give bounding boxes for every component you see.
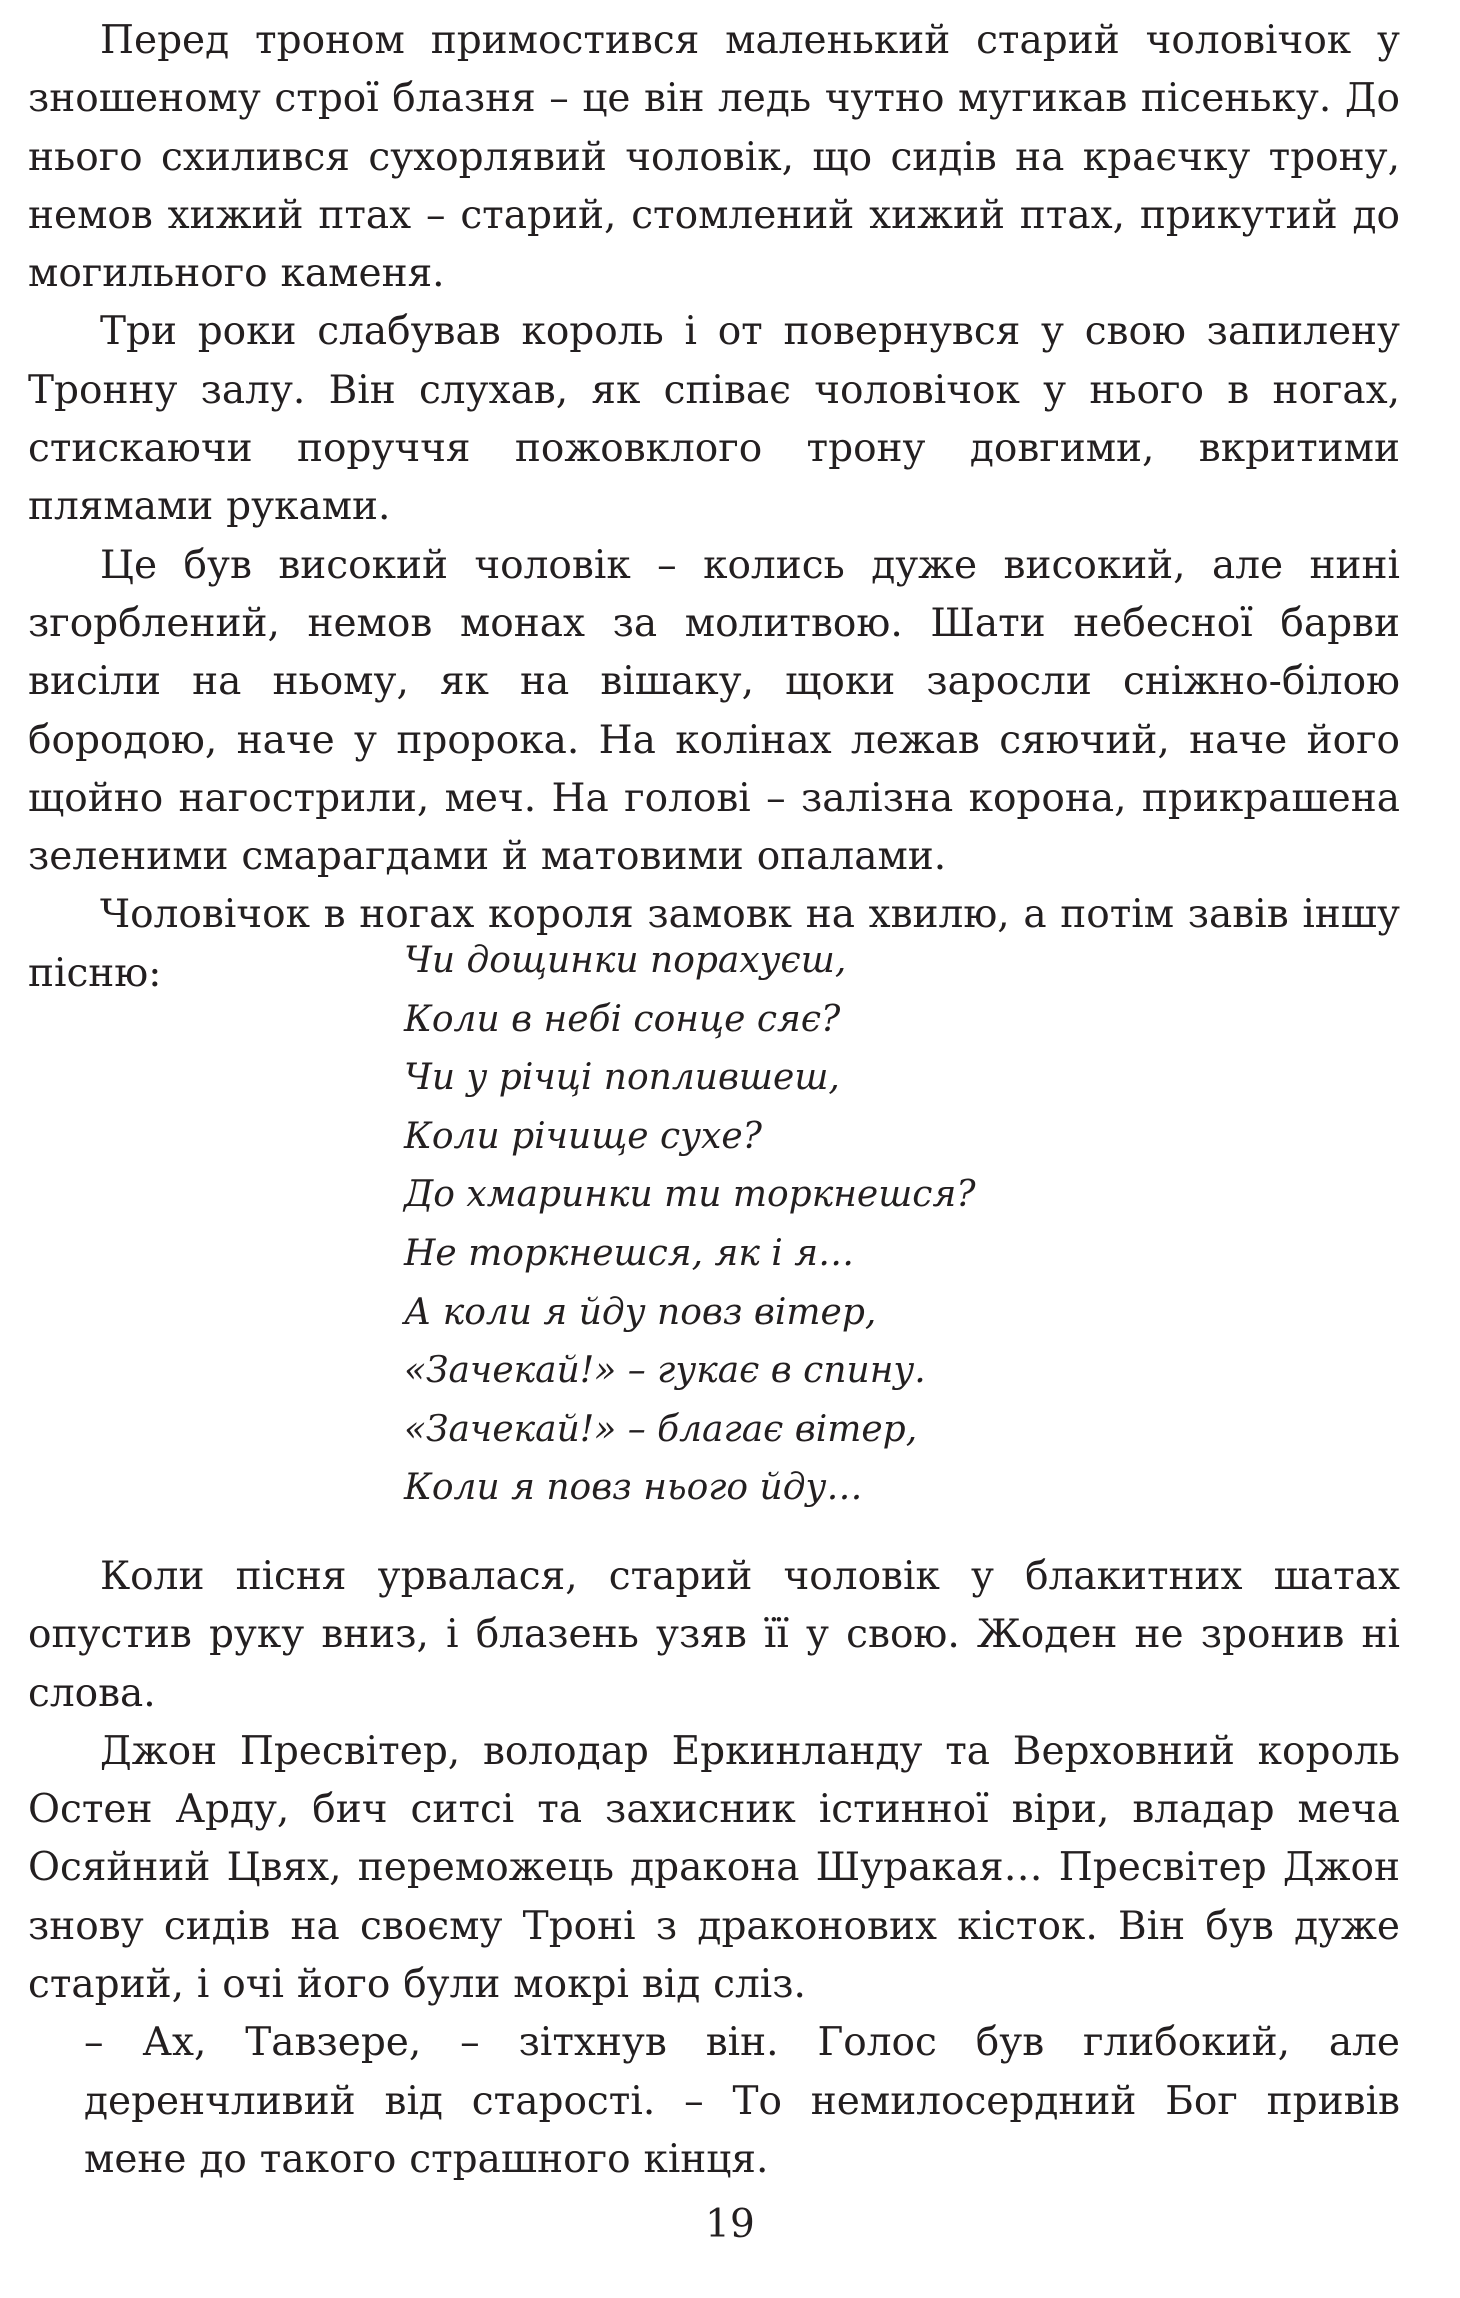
verse-line: «Зачекай!» – благає вітер, — [404, 1408, 918, 1450]
verse-line: «Зачекай!» – гукає в спину. — [404, 1350, 926, 1392]
verse-line: Коли річище сухе? — [404, 1115, 762, 1157]
verse-line: Чи у річці поплившеш, — [404, 1057, 840, 1099]
paragraph: Чоловічок в ногах короля замовк на хвилю, а потім завів іншу пісню: — [28, 892, 1400, 996]
verse-line: Не торкнешся, як і я… — [404, 1232, 855, 1274]
verse-line: А коли я йду повз вітер, — [404, 1291, 877, 1333]
page-number: 19 — [705, 2202, 755, 2247]
song-verse — [404, 932, 1104, 1518]
paragraph: Три роки слабував король і от повернувся у свою запилену Тронну залу. Він слухав, як співає чоловічок у нього в ногах, стискаючи поруччя пожовклого трону довгими, вкритими плямами руками. — [28, 309, 1400, 530]
prose-block-bottom — [28, 1548, 1400, 2189]
verse-line: Коли я повз нього йду… — [404, 1467, 863, 1509]
paragraph: Перед троном примостився маленький старий чоловічок у зношеному строї блазня – це він ледь чутно мугикав пісеньку. До нього схилився сухорлявий чоловік, що сидів на краєчку трону, немов хижий птах – старий, стомлений хижий птах, прикутий до могильного каменя. — [28, 18, 1400, 297]
dialogue-paragraph: – Ах, Тавзере, – зітхнув він. Голос був глибокий, але деренчливий від старості. – То немилосердний Бог привів мене до такого страшного кінця. — [84, 2020, 1400, 2182]
verse-line: Чи дощинки порахуєш, — [404, 940, 847, 981]
verse-line: Коли в небі сонце сяє? — [404, 998, 841, 1040]
paragraph: Це був високий чоловік – колись дуже високий, але нині згорблений, немов монах за молитвою. Шати небесної барви висіли на ньому, як на вішаку, щоки заросли сніжно-білою бородою, наче у пророка. На колінах лежав сяючий, наче його щойно нагострили, меч. На голові – залізна корона, прикрашена зеленими смарагдами й матовими опалами. — [28, 542, 1400, 880]
paragraph: Джон Пресвітер, володар Еркинланду та Верховний король Остен Арду, бич ситсі та захисник істинної віри, владар меча Осяйний Цвях, переможець дракона Шуракая… Пресвітер Джон знову сидів на своєму Троні з драконових кісток. Він був дуже старий, і очі його були мокрі від сліз. — [28, 1728, 1400, 2008]
prose-block-top — [28, 12, 1400, 1003]
paragraph: Коли пісня урвалася, старий чоловік у блакитних шатах опустив руку вниз, і блазень узяв її у свою. Жоден не зронив ні слова. — [28, 1554, 1400, 1716]
verse-line: До хмаринки ти торкнешся? — [404, 1174, 976, 1216]
